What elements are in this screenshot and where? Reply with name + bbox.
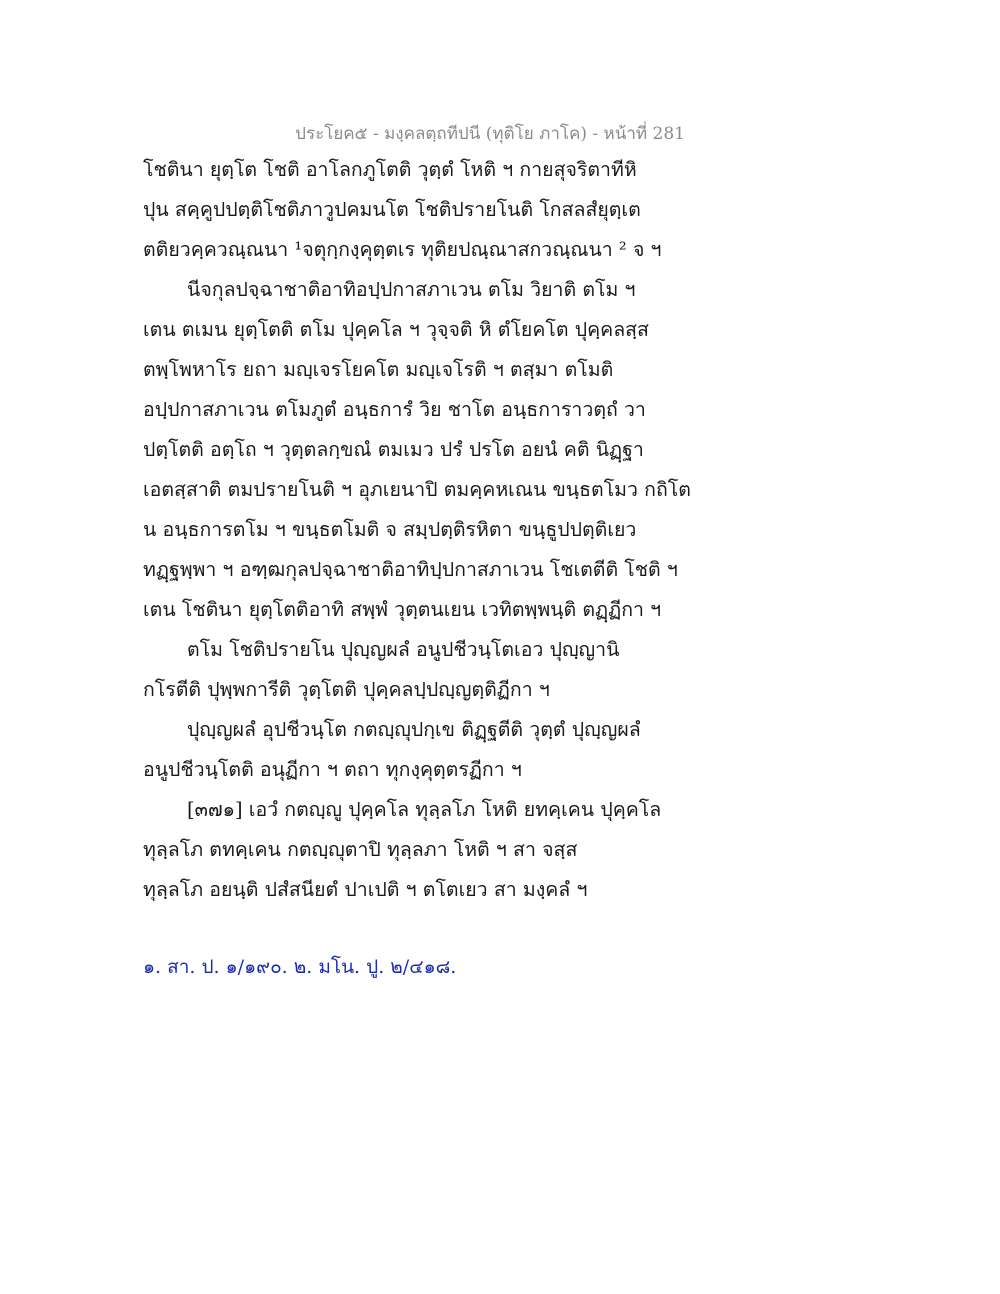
text-line: ตติยวคฺควณฺณนา ¹จตุกฺกงฺคุตฺตเร ทุติยปณฺณาสกวณฺณนา ² จ ฯ <box>143 238 662 261</box>
text-line: ตพฺโพหาโร ยถา มญฺเจรโยคโต มญฺเจโรติ ฯ ตสฺมา ตโมติ <box>143 358 614 381</box>
page-header: ประโยค๕ - มงฺคลตฺถทีปนี (ทุติโย ภาโค) - หน้าที่ 281 <box>295 124 685 144</box>
text-line: กโรตีติ ปุพฺพการีติ วุตฺโตติ ปุคฺคลปฺปญฺญตฺติฏีกา ฯ <box>143 678 550 701</box>
body-text <box>143 150 691 910</box>
text-line: อปฺปกาสภาเวน ตโมภูตํ อนฺธการํ วิย ชาโต อนฺธการาวตฺถํ วา <box>143 398 646 421</box>
footnote: ๑. สา. ป. ๑/๑๙๐. ๒. มโน. ปู. ๒/๔๑๘. <box>143 956 457 978</box>
text-line: ทุลฺลโภ อยนฺติ ปสํสนียตํ ปาเปติ ฯ ตโตเยว สา มงฺคลํ ฯ <box>143 878 588 901</box>
text-line: อนูปชีวนฺโตติ อนุฏีกา ฯ ตถา ทุกงฺคุตฺตรฏีกา ฯ <box>143 758 522 781</box>
text-line: โชตินา ยุตฺโต โชติ อาโลกภูโตติ วุตฺตํ โหติ ฯ กายสุจริตาทีหิ <box>143 158 637 181</box>
text-line: ทฏฺฐพฺพา ฯ อฑฺฒกุลปจฺฉาชาติอาทิปฺปกาสภาเวน โชเตตีติ โชติ ฯ <box>143 558 678 581</box>
paragraph-start-line: ปุญฺญผลํ อุปชีวนฺโต กตญฺญุปกฺเข ติฏฺฐตีติ วุตฺตํ ปุญฺญผลํ <box>187 718 641 741</box>
text-line: เตน ตเมน ยุตฺโตติ ตโม ปุคฺคโล ฯ วุจฺจติ หิ ตํโยคโต ปุคฺคลสฺส <box>143 318 649 341</box>
text-line: เอตสฺสาติ ตมปรายโนติ ฯ อุภเยนาปิ ตมคฺคหเณน ขนฺธตโมว กถิโต <box>143 478 691 501</box>
text-line: น อนฺธการตโม ฯ ขนฺธตโมติ จ สมฺปตฺติรหิตา ขนฺธูปปตฺติเยว <box>143 518 637 541</box>
text-line: ทุลฺลโภ ตทคฺเคน กตญฺญุตาปิ ทุลฺลภา โหติ ฯ สา จสฺส <box>143 838 578 861</box>
paragraph-start-line: นีจกุลปจฺฉาชาติอาทิอปฺปกาสภาเวน ตโม วิยาติ ตโม ฯ <box>187 278 636 301</box>
paragraph-start-line: ตโม โชติปรายโน ปุญฺญผลํ อนูปชีวนฺโตเอว ปุญฺญานิ <box>187 638 620 661</box>
text-line: ปตฺโตติ อตฺโถ ฯ วุตฺตลกฺขณํ ตมเมว ปรํ ปรโต อยนํ คติ นิฏฺฐา <box>143 438 644 461</box>
text-line: ปุน สคฺคูปปตฺติโชติภาวูปคมนโต โชติปรายโนติ โกสลสํยุตฺเต <box>143 198 641 221</box>
paragraph-start-line: [๓๗๑] เอวํ กตญฺญู ปุคฺคโล ทุลฺลโภ โหติ ยทคฺเคน ปุคฺคโล <box>187 798 662 821</box>
text-line: เตน โชตินา ยุตฺโตติอาทิ สพฺพํ วุตฺตนเยน เวทิตพฺพนฺติ ตฏฺฏีกา ฯ <box>143 598 662 621</box>
